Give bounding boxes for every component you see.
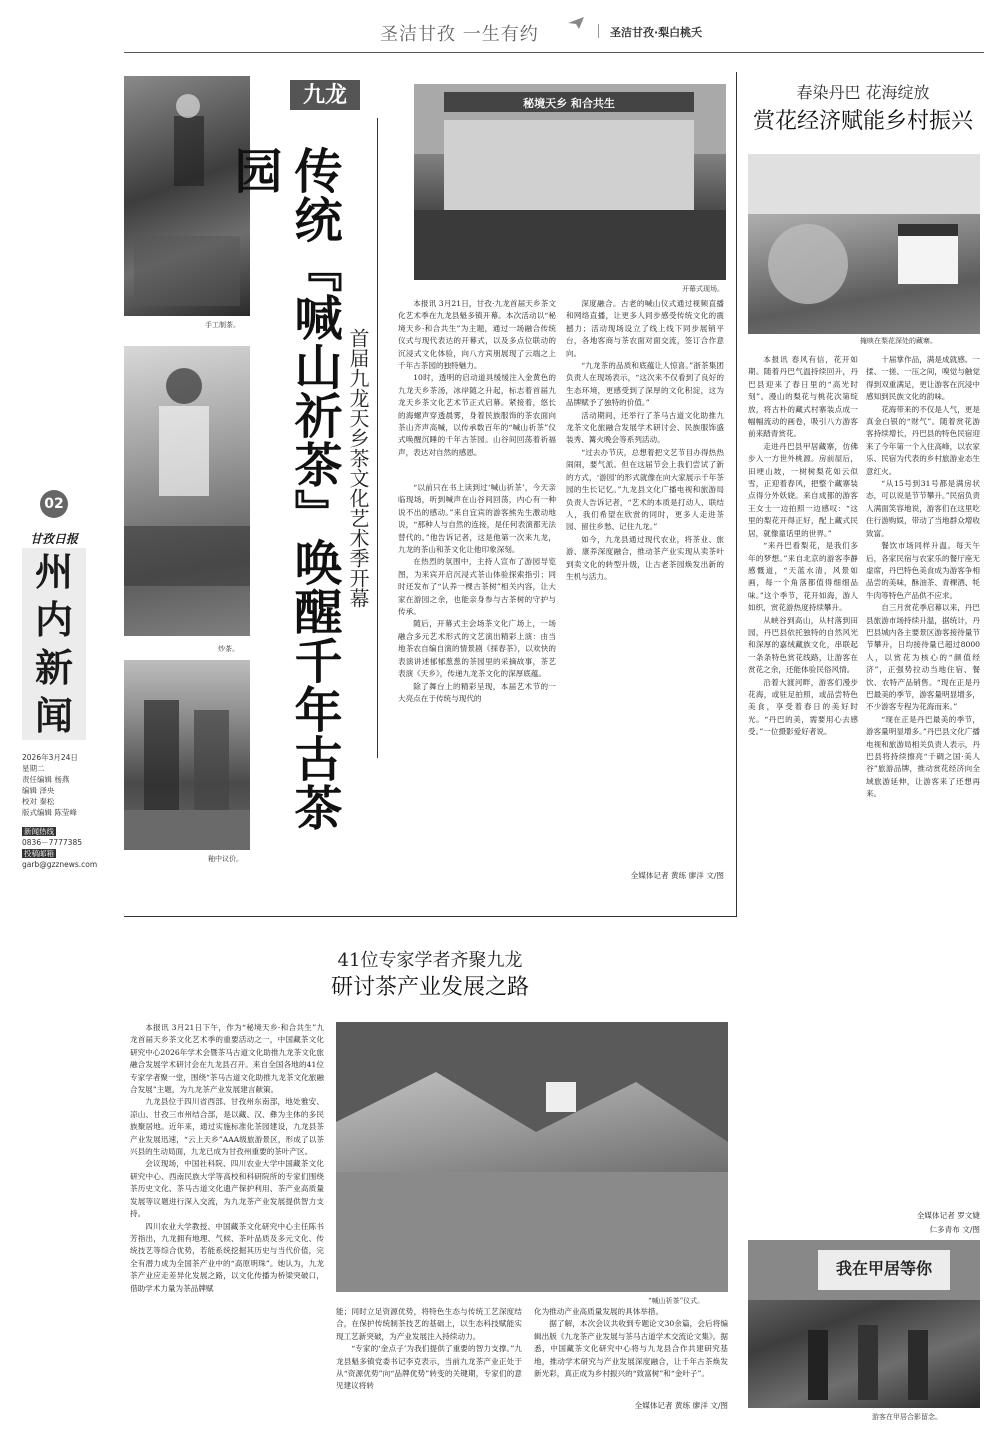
story1-column — [398, 298, 556, 478]
story1-paragraph: 如今，九龙县通过现代农业，将茶业、旅游、康养深度融合，推动茶产业实现从卖茶叶到卖文化的转型升级，让古老茶园焕发出新的生机与活力。 — [566, 534, 724, 581]
photo-caption: 釉中议价。 — [208, 855, 243, 863]
story2-paragraph: 本报讯 春风有信，花开如期。随着丹巴气温持续回升，丹巴县迎来了春日里的“高光时刻”。漫山的梨花与桃花次第绽放，将古朴的藏式村寨装点成一幅幅流动的画卷，吸引八方游客前来踏青赏花。 — [748, 355, 858, 439]
story1-paragraph: 10时，透明的启动道具缓缓注入金黄色的九龙天乡茶汤，冰岸随之升起，标志着首届九龙天乡茶文化艺术节正式启幕。紧接着，悠长的海螺声穿透晨雾，身着民族服饰的茶农面向茶山齐声高喊，以传承数百年的“喊山祈茶”仪式唤醒沉睡的千年古茶园。山谷间回荡着祈福声，表达对自然的感恩。 — [398, 373, 556, 457]
story3-paragraph: 四川农业大学教授、中国藏茶文化研究中心主任陈书芳指出，九龙拥有地理、气候、茶叶品质及多元文化、传统技艺等综合优势，若能系统挖掘其历史与当代价值，完全有潜力成为全国茶产业中的“高原明珠”。她认为，九龙茶产业应走差异化发展之路，以文化传播为桥梁突破口，借助学术力量为茶品牌赋 — [130, 1221, 324, 1293]
opening-ceremony-photo — [414, 84, 726, 280]
story2-paragraph: “来丹巴看梨花，是我们多年的梦想。”来自北京的游客李静感慨道，“天蓝水清，风景如画，每一个角落都值得细细品味。”这个季节，花开如海，游人如织，赏花游热度持续攀升。 — [748, 541, 858, 613]
visitors-photo — [748, 1240, 980, 1408]
editor-line: 校对 秦松 — [22, 797, 55, 806]
headline-rule — [377, 118, 378, 758]
banner-sign: 秘境天乡 和合共生 — [523, 97, 615, 110]
photo-caption: 掩映在梨花深处的藏寨。 — [860, 337, 937, 345]
story3-headline-line2: 研讨茶产业发展之路 — [330, 975, 529, 1000]
photo-caption: 游客在甲居合影留念。 — [872, 1413, 942, 1421]
section-char: 新 — [34, 645, 73, 690]
story3-column — [534, 1306, 728, 1398]
paper-masthead: 甘孜日报 — [29, 532, 78, 546]
story3-paragraph: 九龙县位于四川省西部、甘孜州东南部，地处雅安、凉山、甘孜三市州结合部，是以藏、汉、彝为主体的多民族聚居地。近年来，通过实施标准化茶园建设，九龙县茶产业发展迅速，“云上天乡”AAA级旅游景区，形成了以茶兴县的生动局面，九龙已成为甘孜州重要的茶叶产区。 — [130, 1097, 324, 1157]
page-number: 02 — [40, 490, 68, 518]
story1-paragraph: 除了舞台上的精彩呈现，本届艺术节的一大亮点在于传统与现代的 — [398, 681, 556, 703]
header-slogan: 圣洁甘孜 一生有约 — [380, 24, 539, 45]
section-char: 闻 — [34, 693, 73, 738]
tea-roasting-photo — [124, 346, 250, 636]
column-rule — [736, 72, 737, 917]
story2-byline: 仁多青布 文/图 — [929, 1225, 980, 1234]
header-rule — [124, 52, 984, 53]
story2-column — [866, 354, 980, 1054]
section-char: 内 — [34, 597, 73, 642]
story2-paragraph: 走进丹巴县甲居藏寨，仿佛步入一方世外桃源。房前屋后，田埂山坡，一树树梨花如云似雪，正迎着春风，把整个藏寨装点得分外妖娆。来自成都的游客王女士一边拍照一边感叹：“这里的梨花开得正好，配上藏式民居，就像童话里的世界。” — [748, 441, 858, 538]
story3-paragraph: 会议现场，中国社科院、四川农业大学中国藏茶文化研究中心、西南民族大学等高校和科研院所的专家们围绕茶历史文化、茶马古道文化遗产保护利用、茶产业高质量发展等议题进行深入交流，为九龙茶产业发展提供智力支持。 — [130, 1159, 324, 1219]
story3-paragraph: 化为推动产业高质量发展的具体举措。 — [534, 1307, 664, 1316]
issue-weekday: 星期二 — [22, 764, 45, 773]
story2-column — [748, 354, 858, 1026]
main-headline: 传统『喊山祈茶』唤醒千年古茶园 — [226, 146, 342, 832]
story1-paragraph: “过去办节庆，总想着把文艺节目办得热热闹闹，要气派。但在这届节会上我们尝试了新的方式，‘游园’的形式就像在向大家展示千年茶园的生长记忆。”九龙县文化广播电视和旅游局负责人告诉记者，“艺术的本质是打动人、联结人，我们希望在欣赏的同时，更多人走进茶园、留住乡愁、记住九龙。” — [566, 447, 724, 532]
section-char: 州 — [34, 549, 73, 594]
editor-line: 编辑 泽央 — [22, 786, 55, 795]
issue-date: 2026年3月24日 — [22, 753, 78, 762]
story2-paragraph: 十届掌作品，满是成就感。一揉、一搓、一压之间，嗅觉与触觉得到双重满足，更让游客在沉浸中感知到民族文化的韵味。 — [866, 355, 980, 402]
story3-paragraph: 据了解，本次会议共收到专题论文30余篇，会后将编辑出版《九龙茶产业发展与茶马古道学术交流论文集》。据悉，中国藏茶文化研究中心将与九龙县合作共建研究基地，推动学术研究与产业发展深度融合，让千年古茶焕发新光彩，真正成为乡村振兴的“致富树”和“金叶子”。 — [534, 1319, 728, 1379]
story3-paragraph: 能；同时立足资源优势，将特色生态与传统工艺深度结合，在保护传统制茶技艺的基础上，以生态科技赋能实现工艺新突破，为产业发展注入持续动力。 — [336, 1307, 522, 1341]
hotline-label: 新闻热线 — [24, 827, 54, 836]
tea-making-photo — [124, 76, 250, 316]
story2-paragraph: 从峡谷到高山，从村落到田园，丹巴县依托独特的自然风光和深厚的嘉绒藏族文化，串联起一条条特色赏花线路，让游客在赏花之余，还能体验民俗风情。 — [748, 615, 858, 675]
story3-byline: 全媒体记者 黄练 廖洋 文/图 — [634, 1401, 728, 1410]
section-title-box — [22, 548, 86, 740]
email-label: 投稿邮箱 — [24, 849, 54, 858]
photo-caption: 手工制茶。 — [205, 321, 240, 329]
tea-trading-photo — [124, 660, 250, 850]
photo-caption: 开幕式现场。 — [682, 285, 724, 293]
story3-headline-line1: 41位专家学者齐聚九龙 — [337, 950, 523, 971]
story3-column — [130, 1022, 324, 1412]
edition-info — [22, 752, 112, 870]
story2-byline: 全媒体记者 罗文婕 — [916, 1211, 980, 1220]
header-divider — [598, 24, 599, 38]
photo-caption: 炒茶。 — [218, 645, 239, 653]
story2-paragraph: “从15号到31号都是满房状态，可以说是节节攀升。”民宿负责人满面笑容地说，游客们在这里吃住行游购娱，带动了当地群众增收致富。 — [866, 479, 980, 538]
editor-line: 责任编辑 杨燕 — [22, 775, 70, 784]
paper-plane-icon — [568, 14, 582, 26]
story3-paragraph: “专家的‘金点子’为我们提供了重要的智力支撑。”九龙县魁多镇党委书记李克表示，当前九龙茶产业正处于从“资源优势”向“品牌优势”转变的关键期，专家们的意见建议将转 — [336, 1344, 522, 1391]
tea-ritual-valley-photo — [336, 1022, 728, 1292]
story2-paragraph: 沿着大渡河畔，游客们漫步花海，或驻足拍照，或品尝特色美食，享受着春日的美好时光。“丹巴的美，需要用心去感受。”一位摄影爱好者说。 — [748, 677, 858, 737]
story2-paragraph: 自三月赏花季启幕以来，丹巴县旅游市场持续升温，据统计，丹巴县城内各主要景区游客接待量节节攀升，日均接待量已超过8000人，以赏花为核心的“颜值经济”，正强势拉动当地住宿、餐饮、农特产品销售。“现在正是丹巴最美的季节，游客量明显增多，不少游客专程为花海而来。” — [866, 603, 980, 712]
story2-paragraph: 花海带来的不仅是人气，更是真金白银的“财气”。随着赏花游客持续增长，丹巴县的特色民宿迎来了今年第一个入住高峰，以农家乐、民宿为代表的乡村旅游业态生意红火。 — [866, 404, 980, 476]
story3-column — [336, 1306, 522, 1410]
story1-paragraph: 本报讯 3月21日，甘孜·九龙首届天乡茶文化艺术季在九龙县魁多镇开幕。本次活动以“秘境天乡·和合共生”为主题，通过一场融合传统仪式与现代表达的开幕式，以及多点位联动的沉浸式文化体验，向八方宾朋展现了云端之上千年古茶园的独特魅力。 — [398, 299, 556, 371]
story1-paragraph: 随后，开幕式主会场茶文化广场上，一场融合多元艺术形式的文艺演出精彩上演：由当地茶农自编自演的情景剧《採春茶》，以欢快的表演讲述郁郁葱葱的茶园里的采摘故事，茶艺表演《天乡》，传递九龙茶文化的深厚底蕴。 — [398, 619, 556, 679]
story1-paragraph: 在热烈的氛围中，主持人宣布了游园导览图，为来宾开启沉浸式茶山体验探索指引；同时还发布了“认养一棵古茶树”相关内容，让大家在游园之余，也能亲身参与古茶树的守护与传承。 — [398, 557, 556, 617]
region-tag: 九龙 — [290, 80, 360, 110]
pear-blossom-village-photo — [748, 154, 980, 334]
story2-paragraph: 餐饮市场同样升温。每天午后，各家民宿与农家乐的餐厅座无虚席，丹巴特色美食成为游客争相品尝的美味，酥油茶、青稞酒、牦牛肉等特色产品供不应求。 — [866, 541, 980, 600]
editor-line: 版式编辑 陈莹峰 — [22, 808, 77, 817]
section-rule — [124, 916, 736, 917]
story1-paragraph: 深度融合。古老的喊山仪式通过视频直播和网络直播，让更多人同步感受传统文化的震撼力；活动现场设立了线上线下同步展销平台，各地客商与茶农面对面交流，签订合作意向。 — [566, 299, 724, 358]
story1-paragraph: “以前只在书上读到过‘喊山祈茶’，今天亲临现场，听到喊声在山谷间回荡，内心有一种说不出的感动。”来自宜宾的游客熊先生激动地说，“那种人与自然的连接，是任何表演都无法替代的。”他告诉记者，这是他第一次来九龙，九龙的茶山和茶文化让他印象深刻。 — [398, 483, 556, 555]
story1-column — [566, 298, 724, 858]
story1-paragraph: “九龙茶的品质和底蕴让人惊喜。”浙茶集团负责人在现场表示，“这次来不仅看到了良好的生态环境，更感受到了深厚的文化积淀，这为品牌赋予了独特的价值。” — [566, 361, 724, 408]
contact-email[interactable]: garb@gzznews.com — [22, 860, 98, 869]
photo-caption: “喊山祈茶”仪式。 — [648, 1297, 705, 1305]
story3-paragraph: 本报讯 3月21日下午，作为“秘境天乡·和合共生”九龙首届天乡茶文化艺术季的重要活动之一，中国藏茶文化研究中心2026年学术会暨茶马古道文化助推九龙茶文化旅融合发展学术研讨会在九龙县召开。来自全国各地的41位专家学者聚一堂，围绕“茶马古道文化助推九龙茶文化旅融合发展”主题，为九龙茶产业发展建言献策。 — [130, 1023, 324, 1095]
story2-paragraph: “现在正是丹巴最美的季节，游客量明显增多。”丹巴县文化广播电视和旅游局相关负责人表示，丹巴县将持续擦亮“千碉之国·美人谷”旅游品牌，推动赏花经济向全域旅游延伸，让游客来了还想再来。 — [866, 714, 980, 799]
story1-byline: 全媒体记者 黄练 廖洋 文/图 — [630, 871, 724, 880]
story1-paragraph: 活动期间，还举行了茶马古道文化助推九龙茶文化旅融合发展学术研讨会、民族服饰盛装秀、篝火晚会等系列活动。 — [566, 410, 724, 445]
story1-column — [398, 482, 556, 868]
header-section: 圣洁甘孜·梨白桃夭 — [610, 26, 703, 39]
hotline-phone: 0836－7777385 — [22, 838, 82, 847]
story2-headline: 赏花经济赋能乡村振兴 — [752, 109, 973, 134]
sign-text: 我在甲居等你 — [835, 1259, 932, 1278]
story2-kicker: 春染丹巴 花海绽放 — [796, 83, 930, 102]
sub-headline: 首届九龙天乡茶文化艺术季开幕 — [346, 328, 370, 608]
